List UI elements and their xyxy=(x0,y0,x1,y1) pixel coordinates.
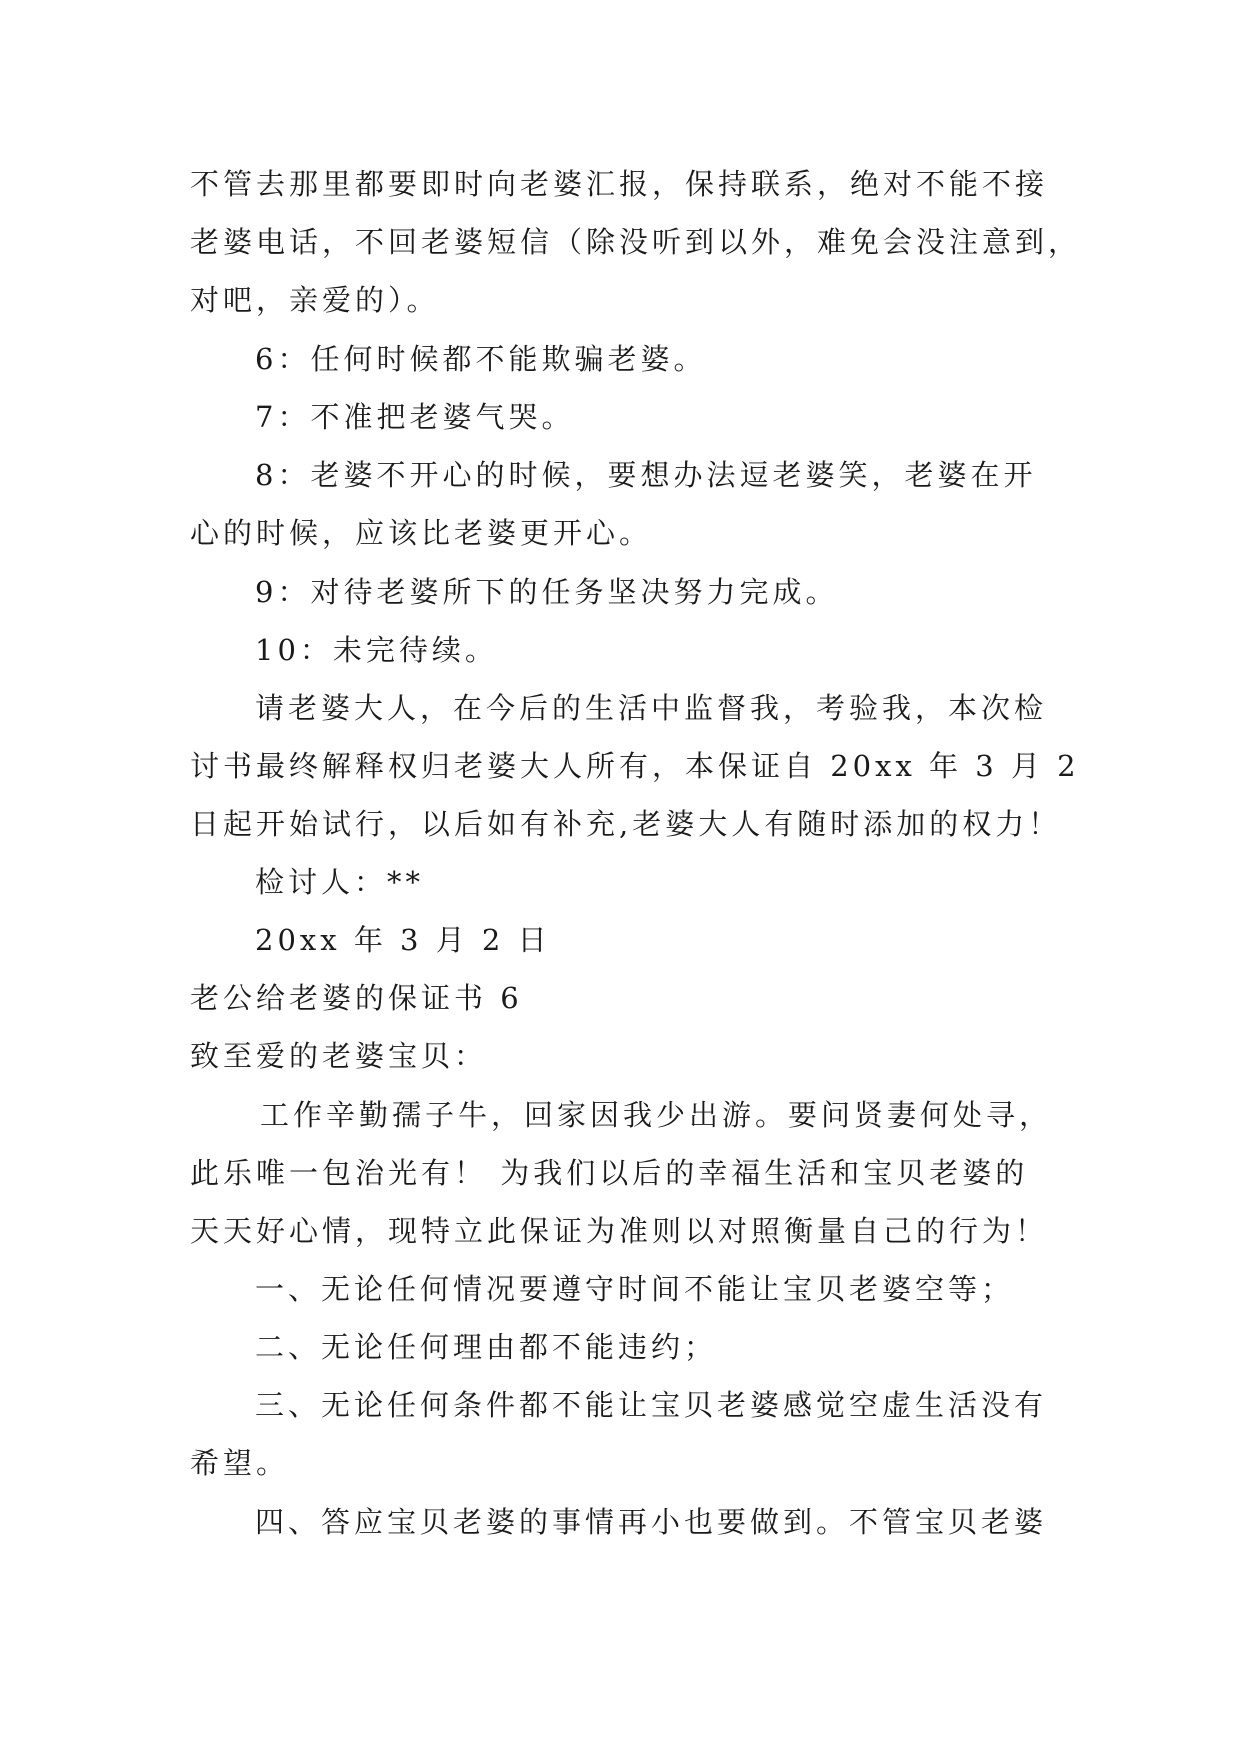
body-text-line: 希望。 xyxy=(190,1446,290,1480)
list-item: 9：对待老婆所下的任务坚决努力完成。 xyxy=(255,575,839,609)
body-text-line: 天天好心情，现特立此保证为准则以对照衡量自己的行为！ xyxy=(190,1214,1049,1248)
salutation: 致至爱的老婆宝贝： xyxy=(190,1039,488,1073)
list-item: 四、答应宝贝老婆的事情再小也要做到。不管宝贝老婆 xyxy=(255,1505,1048,1539)
list-item: 6：任何时候都不能欺骗老婆。 xyxy=(255,342,707,376)
section-title: 老公给老婆的保证书 6 xyxy=(190,981,523,1015)
list-item: 三、无论任何条件都不能让宝贝老婆感觉空虚生活没有 xyxy=(255,1388,1048,1422)
list-item: 一、无论任何情况要遵守时间不能让宝贝老婆空等； xyxy=(255,1272,1015,1306)
list-item: 10：未完待续。 xyxy=(255,633,498,667)
body-text-line: 讨书最终解释权归老婆大人所有，本保证自 20xx 年 3 月 2 xyxy=(190,749,1080,783)
body-text-line: 不管去那里都要即时向老婆汇报，保持联系，绝对不能不接 xyxy=(190,167,1049,201)
signature-line: 检讨人：** xyxy=(255,865,425,899)
body-text-line: 老婆电话，不回老婆短信（除没听到以外，难免会没注意到， xyxy=(190,225,1082,259)
body-text-line: 工作辛勤孺子牛，回家因我少出游。要问贤妻何处寻， xyxy=(260,1098,1053,1132)
list-item: 8：老婆不开心的时候，要想办法逗老婆笑，老婆在开 xyxy=(255,458,1037,492)
body-text-line: 此乐唯一包治光有！ 为我们以后的幸福生活和宝贝老婆的 xyxy=(190,1156,1029,1190)
body-text-line: 请老婆大人，在今后的生活中监督我，考验我，本次检 xyxy=(255,691,1048,725)
body-text-line: 日起开始试行，以后如有补充,老婆大人有随时添加的权力！ xyxy=(190,807,1062,841)
body-text-line: 心的时候，应该比老婆更开心。 xyxy=(190,516,653,550)
body-text-line: 对吧，亲爱的）。 xyxy=(190,283,440,317)
list-item: 7：不准把老婆气哭。 xyxy=(255,400,575,434)
list-item: 二、无论任何理由都不能违约； xyxy=(255,1330,718,1364)
date-line: 20xx 年 3 月 2 日 xyxy=(255,923,551,957)
